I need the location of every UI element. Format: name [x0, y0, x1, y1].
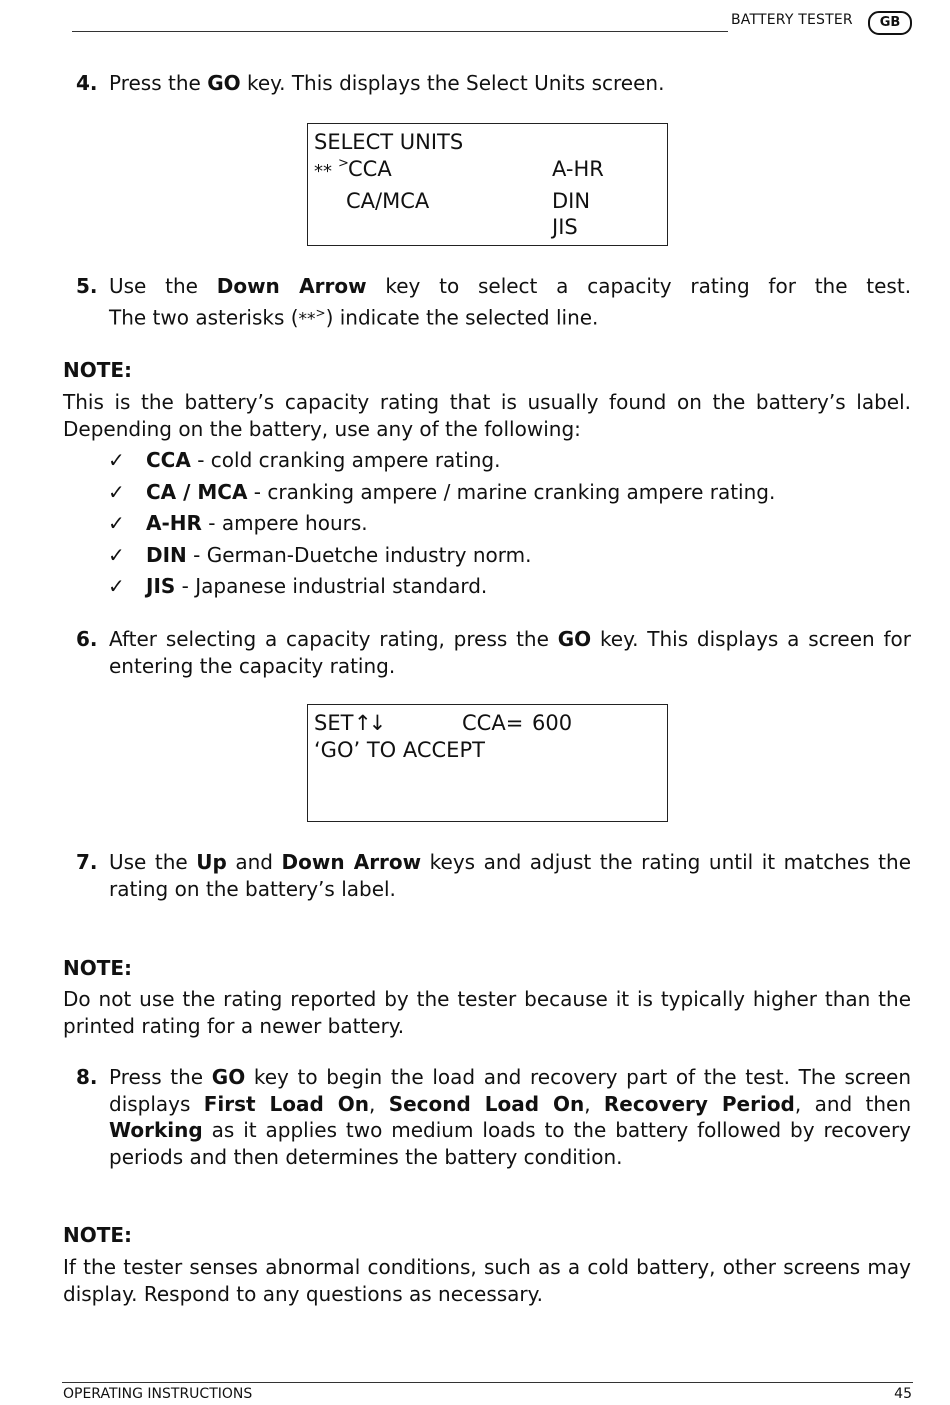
step-4-text: [109, 70, 911, 97]
checkmark-icon: ✓: [108, 511, 125, 535]
list-item-term: JIS: [146, 574, 176, 598]
step-4-text-post: key. This displays the Select Units screen.: [240, 71, 665, 95]
step-4-text-pre: Press the: [109, 71, 208, 95]
step-6-line-2: entering the capacity rating.: [109, 653, 396, 678]
select-units-screen: [307, 123, 668, 246]
word: key: [385, 274, 421, 298]
note-2-line-1: Do not use the rating reported by the tester because it is typically higher than the: [63, 987, 911, 1011]
step-7-key-down: Down Arrow: [281, 850, 422, 874]
page-number: 45: [894, 1386, 912, 1402]
note-1-line-1: This is the battery’s capacity rating that is usually found on the battery’s label.: [63, 390, 911, 414]
checkmark-icon: ✓: [108, 448, 125, 472]
step-7-line-2: rating on the battery’s label.: [109, 876, 396, 901]
list-item-desc: - cranking ampere / marine cranking ampere rating.: [247, 480, 776, 504]
step-4-key: GO: [207, 71, 241, 95]
text: key. This displays a screen for: [591, 627, 911, 651]
option-jis: JIS: [552, 215, 578, 239]
text: and: [226, 850, 282, 874]
text: ,: [584, 1091, 604, 1116]
text: Press the: [109, 1065, 212, 1089]
screen-recovery-period: Recovery Period: [603, 1091, 795, 1116]
lcd-cca-label: CCA=: [462, 711, 524, 735]
word: rating: [690, 274, 750, 298]
text: Use the: [109, 850, 197, 874]
selection-caret: >: [338, 156, 349, 171]
text: After selecting a capacity rating, press the: [109, 627, 558, 651]
step-5-text: [109, 273, 911, 333]
screen-working: Working: [109, 1118, 203, 1142]
list-item-desc: - German-Duetche industry norm.: [186, 543, 532, 567]
checkmark-icon: ✓: [108, 574, 125, 598]
note-1-text: [63, 389, 911, 442]
step-5-line-2: [109, 300, 911, 333]
text: displays: [109, 1091, 204, 1116]
screen-second-load-on: Second Load On: [388, 1091, 585, 1116]
lcd-accept-prompt: ‘GO’ TO ACCEPT: [314, 738, 485, 762]
word: the: [165, 274, 198, 298]
selection-asterisks: **: [314, 161, 332, 182]
text: The two asterisks (: [109, 305, 299, 330]
step-6-key: GO: [557, 627, 592, 651]
list-item-desc: - cold cranking ampere rating.: [190, 448, 501, 472]
step-8-number: 8.: [76, 1065, 98, 1089]
word: capacity: [587, 274, 672, 298]
step-8-line-3: [109, 1117, 911, 1144]
header-country-badge: GB: [868, 11, 912, 35]
step-8-line-1: [109, 1064, 911, 1091]
step-6-number: 6.: [76, 627, 98, 651]
word: a: [556, 274, 569, 298]
step-7-text: [109, 849, 911, 902]
lcd-cca-value: 600: [532, 711, 573, 735]
option-cca: CCA: [348, 157, 392, 181]
step-8-text: [109, 1064, 911, 1170]
text: ) indicate the selected line.: [325, 305, 599, 330]
text: , and then: [794, 1091, 912, 1116]
asterisks: **: [298, 309, 316, 330]
text: as it applies two medium loads to the battery followed by recovery: [202, 1118, 911, 1142]
step-7-key-up: Up: [196, 850, 227, 874]
word: the: [814, 274, 848, 298]
word: for: [768, 274, 796, 298]
step-6-line-1: [109, 626, 911, 653]
step-8-line-2: [109, 1091, 911, 1118]
note-2-heading: NOTE:: [63, 956, 133, 980]
list-item-desc: - Japanese industrial standard.: [175, 574, 488, 598]
list-item-term: CA / MCA: [146, 480, 248, 504]
checkmark-icon: ✓: [108, 480, 125, 504]
footer-rule: [62, 1382, 913, 1383]
note-2-text: [63, 986, 911, 1039]
word: select: [477, 274, 538, 298]
step-4-number: 4.: [76, 71, 98, 95]
text: ,: [369, 1091, 389, 1116]
option-ahr: A-HR: [552, 157, 604, 181]
note-3-text: [63, 1254, 911, 1307]
checkmark-icon: ✓: [108, 543, 125, 567]
note-1-line-2: Depending on the battery, use any of the following:: [63, 416, 581, 441]
up-down-arrows-icon: ↑↓: [354, 711, 384, 735]
option-ca-mca: CA/MCA: [346, 189, 430, 213]
lcd-set-label: SET: [314, 711, 354, 735]
text: keys and adjust the rating until it matches the: [421, 850, 912, 874]
step-8-line-4: periods and then determines the battery condition.: [109, 1144, 623, 1169]
screen-first-load-on: First Load On: [203, 1091, 369, 1116]
step-7-line-1: [109, 849, 911, 876]
list-item-term: DIN: [146, 543, 187, 567]
note-3-line-1: If the tester senses abnormal conditions, such as a cold battery, other screens may: [63, 1255, 911, 1279]
note-3-line-2: display. Respond to any questions as necessary.: [63, 1281, 543, 1306]
step-5-line-1: [109, 273, 911, 300]
step-6-text: [109, 626, 911, 679]
header-title: BATTERY TESTER: [731, 12, 853, 28]
option-din: DIN: [552, 189, 591, 213]
word: to: [439, 274, 460, 298]
list-item-term: CCA: [146, 448, 191, 472]
caret: >: [315, 305, 326, 320]
note-2-line-2: printed rating for a newer battery.: [63, 1013, 405, 1038]
step-5-number: 5.: [76, 274, 98, 298]
list-item-term: A-HR: [146, 511, 202, 535]
list-item-desc: - ampere hours.: [201, 511, 368, 535]
footer-section-title: OPERATING INSTRUCTIONS: [63, 1386, 253, 1402]
step-8-key: GO: [211, 1065, 246, 1089]
header-rule: [72, 31, 728, 32]
note-1-heading: NOTE:: [63, 358, 133, 382]
lcd-title: SELECT UNITS: [314, 130, 464, 154]
capacity-entry-screen: [307, 704, 668, 822]
word: Use: [109, 274, 147, 298]
step-5-key: Down Arrow: [216, 274, 367, 298]
text: key to begin the load and recovery part of the test. The screen: [245, 1065, 911, 1089]
step-7-number: 7.: [76, 850, 98, 874]
note-3-heading: NOTE:: [63, 1223, 133, 1247]
word: test.: [866, 274, 912, 298]
